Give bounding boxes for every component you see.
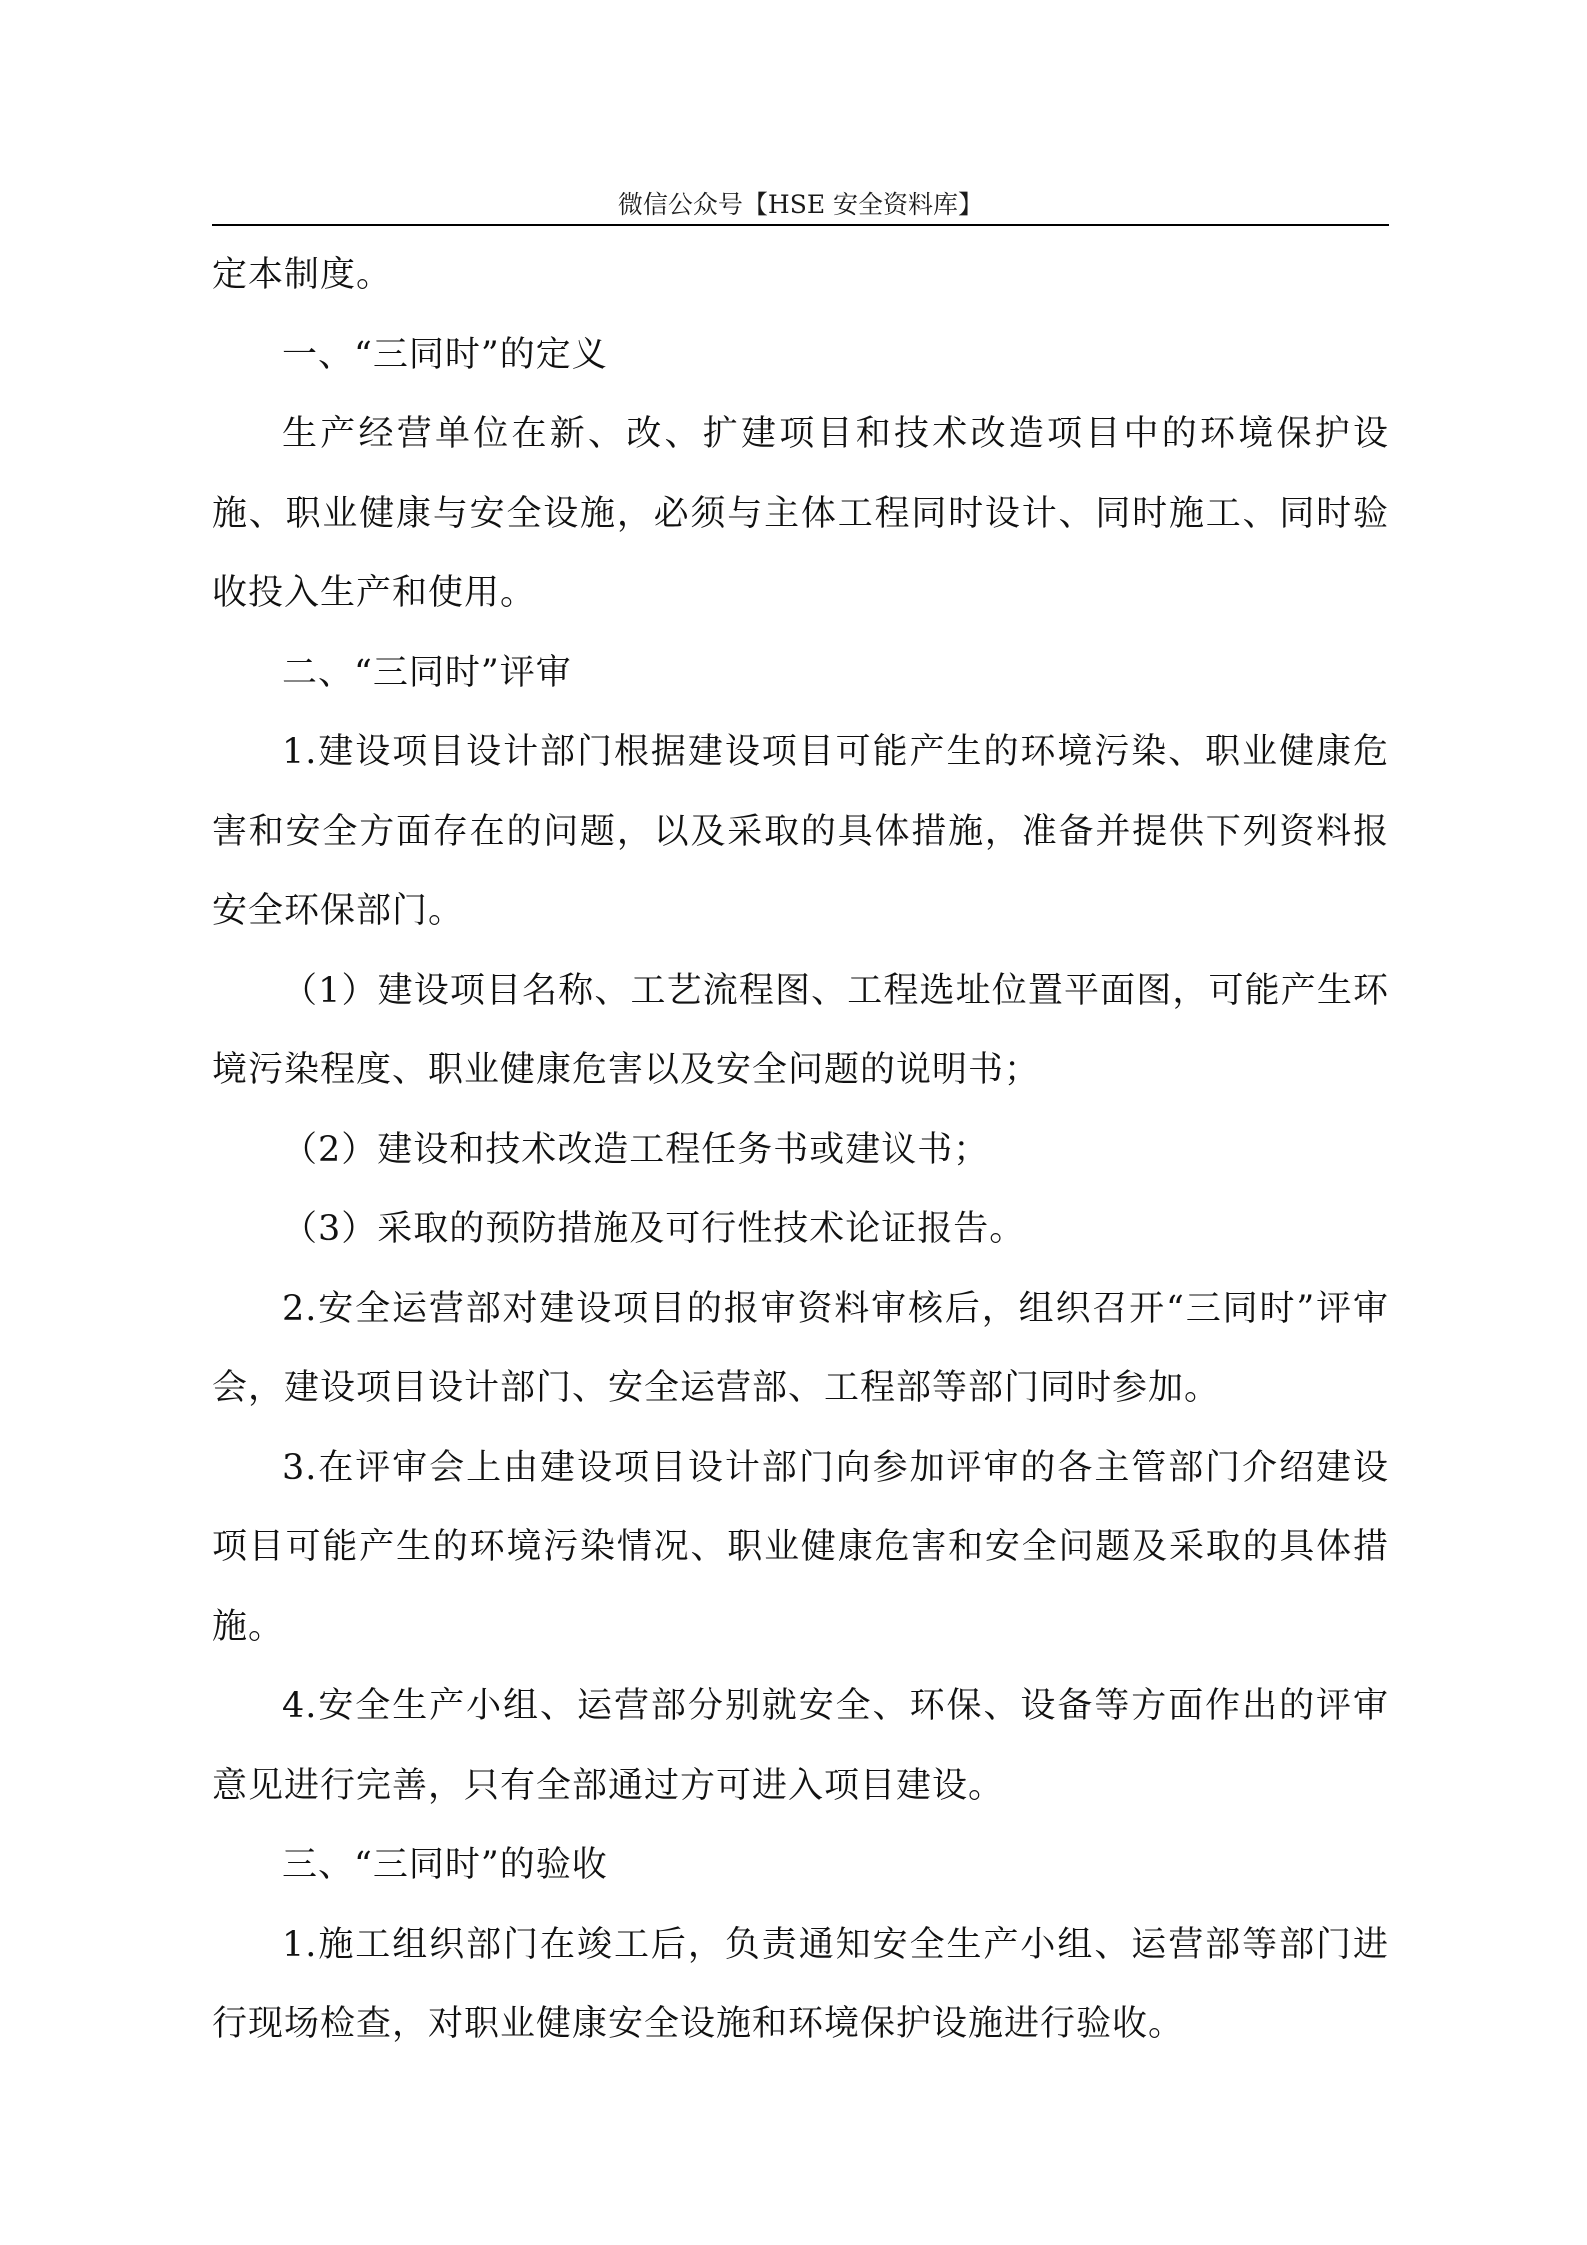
paragraph-definition: 生产经营单位在新、改、扩建项目和技术改造项目中的环境保护设施、职业健康与安全设施，必须与主体工程同时设计、同时施工、同时验收投入生产和使用。 — [212, 414, 1389, 613]
paragraph-review-subitem-3: （3）采取的预防措施及可行性技术论证报告。 — [282, 1209, 1026, 1249]
page-header: 微信公众号【HSE 安全资料库】 — [617, 190, 984, 219]
section-heading-review: 二、“三同时”评审 — [282, 652, 572, 693]
paragraph-continuation: 定本制度。 — [212, 255, 393, 295]
paragraph-review-subitem-2: （2）建设和技术改造工程任务书或建议书； — [282, 1129, 990, 1170]
paragraph-review-subitem-1: （1）建设项目名称、工艺流程图、工程选址位置平面图，可能产生环境污染程度、职业健康危害以及安全问题的说明书； — [212, 970, 1389, 1090]
paragraph-acceptance-item-1: 1.施工组织部门在竣工后，负责通知安全生产小组、运营部等部门进行现场检查，对职业健康安全设施和环境保护设施进行验收。 — [212, 1924, 1389, 2044]
document-body — [212, 236, 1389, 2065]
paragraph-review-item-2: 2.安全运营部对建设项目的报审资料审核后，组织召开“三同时”评审会，建设项目设计部门、安全运营部、工程部等部门同时参加。 — [212, 1288, 1389, 1408]
header-divider — [212, 224, 1389, 226]
paragraph-review-item-1: 1.建设项目设计部门根据建设项目可能产生的环境污染、职业健康危害和安全方面存在的问题，以及采取的具体措施，准备并提供下列资料报安全环保部门。 — [212, 732, 1389, 931]
paragraph-review-item-3: 3.在评审会上由建设项目设计部门向参加评审的各主管部门介绍建设项目可能产生的环境污染情况、职业健康危害和安全问题及采取的具体措施。 — [212, 1447, 1389, 1647]
section-heading-acceptance: 三、“三同时”的验收 — [282, 1845, 608, 1885]
section-heading-definition: 一、“三同时”的定义 — [282, 334, 608, 375]
paragraph-review-item-4: 4.安全生产小组、运营部分别就安全、环保、设备等方面作出的评审意见进行完善，只有全部通过方可进入项目建设。 — [212, 1686, 1389, 1806]
